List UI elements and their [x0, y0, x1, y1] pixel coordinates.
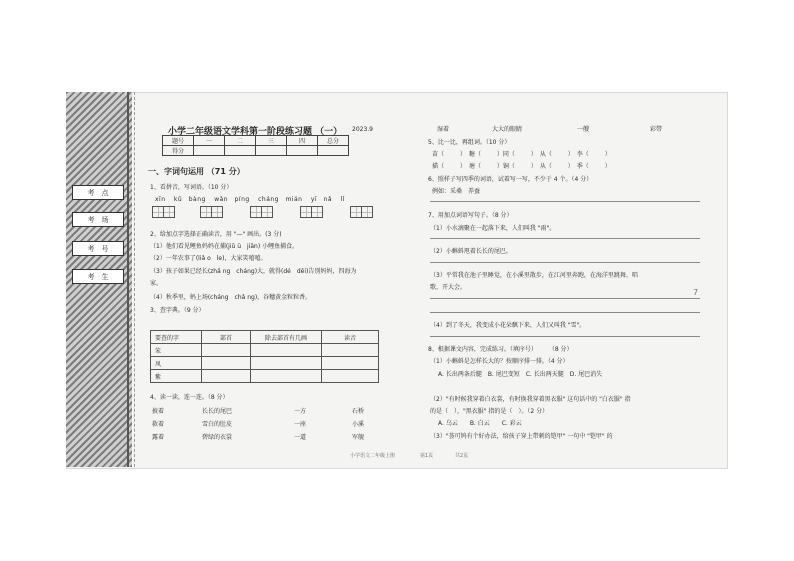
q8-item: （2）"有时候我穿着白衣裳，有时换我穿着黑衣服" 这句话中的 "白衣服" 指 — [430, 396, 631, 403]
q7-item: 歌、开大会。 — [430, 284, 467, 291]
q5-cell: ） 从（ — [530, 151, 552, 158]
score-cell: 二 — [225, 136, 256, 146]
dict-cell[interactable] — [202, 344, 251, 357]
match-word: 一道 — [294, 434, 307, 441]
q8-item: （3）"荟可鸠有个好办法，给孩子穿上带刺的铠甲" 一句中 "铠甲" 的 — [430, 433, 613, 440]
q5-row — [432, 149, 611, 158]
q2-item: 家。 — [150, 280, 163, 287]
dict-header: 除去部首有几画 — [251, 331, 322, 344]
score-cell: 题号 — [163, 136, 194, 146]
q5-row — [432, 161, 611, 170]
match-word: 长长的尾巴 — [202, 408, 233, 415]
q5-cell: ） 从（ — [530, 163, 552, 170]
q7-item: （2）小蝌蚪甩着长长的尾巴。 — [430, 248, 512, 255]
score-cell: 总分 — [318, 136, 349, 146]
exam-number-box — [72, 241, 124, 256]
match-word: 彩带 — [650, 126, 663, 133]
score-table — [162, 135, 349, 156]
match-word: 露着 — [152, 434, 165, 441]
score-cell[interactable] — [256, 146, 287, 156]
q5-cell: ） — [604, 163, 611, 170]
q5-cell: ） 季（ — [567, 163, 589, 170]
q7-item: （4）到了冬天，我变成小花朵飘下来，人们又叫我 "雪"。 — [430, 322, 586, 329]
score-cell: 四 — [287, 136, 318, 146]
writing-grid[interactable] — [200, 206, 222, 218]
match-word: 披着 — [152, 408, 165, 415]
q8-item: A. 乌云 B. 白云 C. 彩云 — [438, 420, 522, 427]
q7-item: （1）小水滴聚在一起落下来，人们叫我 "雨"。 — [430, 225, 556, 232]
section-heading: 一、字词句运用 （71 分） — [148, 167, 245, 176]
q5-cell: ） 李（ — [567, 151, 589, 158]
dict-cell[interactable] — [322, 370, 379, 383]
exam-site-box — [72, 185, 124, 200]
writing-grid[interactable] — [300, 206, 322, 218]
page-mark: 7 — [693, 288, 699, 297]
score-cell: 得分 — [163, 146, 194, 156]
answer-line[interactable] — [430, 336, 700, 337]
match-word: 一艘 — [577, 126, 590, 133]
dict-char: 笨 — [151, 344, 202, 357]
dictionary-table — [150, 330, 379, 383]
q5-cell: ） — [604, 151, 611, 158]
question-6: 6、照样子写四季的词语，试着写一写，不少于 4 个。（4 分） — [428, 176, 593, 183]
dict-char: 紫 — [151, 370, 202, 383]
match-word: 军舰 — [352, 434, 365, 441]
answer-line[interactable] — [430, 312, 700, 313]
score-cell: 三 — [256, 136, 287, 146]
dict-cell[interactable] — [251, 344, 322, 357]
footer-page: 第1页 — [420, 453, 434, 459]
dict-cell[interactable] — [202, 370, 251, 383]
question-2: 2、给加点字选择正确读音，用 "—" 画出。(3 分) — [150, 231, 282, 238]
q5-cell: 描（ — [432, 163, 445, 170]
dict-header: 读音 — [322, 331, 379, 344]
dict-char: 凤 — [151, 357, 202, 370]
cut-line — [134, 92, 135, 467]
dict-header: 要查的字 — [151, 331, 202, 344]
dict-cell[interactable] — [322, 357, 379, 370]
writing-grid[interactable] — [152, 206, 174, 218]
q2-item: （4）秋季里，蚂上场(cháng chǎ ng)，谷穗黄金粒粒香。 — [150, 294, 312, 301]
match-word: 救着 — [152, 421, 165, 428]
answer-line[interactable] — [430, 238, 700, 239]
footer-left: 小学语文二年级上册 — [350, 453, 396, 459]
dict-cell[interactable] — [322, 344, 379, 357]
student-name-label: 考 生 — [87, 272, 109, 281]
pinyin-row: xīn kǔ bàng wǎn píng cháng mián yī nǎ lǐ — [155, 196, 345, 203]
q2-item: （2）一年农事了(liǎ o le)，大家笑嘻嘻。 — [150, 255, 267, 262]
exam-room-box — [72, 212, 124, 227]
question-7: 7、用加点词语写句子。（8 分） — [428, 212, 513, 219]
q2-item: （1）他们看见鲤鱼妈妈在捕(jiǔ ü jiān) 小鲤鱼捕食。 — [150, 243, 299, 250]
match-word: 一方 — [294, 408, 307, 415]
exam-title: 小学二年级语文学科第一阶段练习题 （一） — [168, 127, 343, 137]
footer-total: 共2页 — [455, 453, 469, 459]
dict-header: 部首 — [202, 331, 251, 344]
student-name-box — [72, 269, 124, 284]
q5-cell: ）铜（ — [496, 163, 515, 170]
score-cell[interactable] — [225, 146, 256, 156]
match-word: 小溪 — [352, 421, 365, 428]
question-1: 1、看拼音，写词语。（10 分） — [150, 184, 233, 191]
exam-room-label: 考 场 — [87, 215, 109, 224]
match-word: 碧绿的衣裳 — [202, 434, 233, 441]
q8-item: （1）小蝌蚪是怎样长大的？按顺序排一排。（4 分） — [430, 358, 569, 365]
exam-date: 2023.9 — [352, 126, 373, 133]
score-cell: 一 — [194, 136, 225, 146]
match-word: 大大的眼睛 — [492, 126, 523, 133]
score-cell[interactable] — [318, 146, 349, 156]
writing-grid[interactable] — [250, 206, 272, 218]
question-4: 4、读一读，连一连。（8 分） — [150, 394, 229, 401]
exam-site-label: 考 点 — [87, 188, 109, 197]
dict-cell[interactable] — [251, 370, 322, 383]
q2-item: （3）孩子如果已经长(zhǎ ng cháng)大，就得(dé děi)告别妈妈，四海为 — [150, 268, 357, 275]
question-5: 5、比一比，再组词。（10 分） — [428, 139, 511, 146]
q5-cell: ） 塘（ — [459, 163, 481, 170]
q8-item: A. 长出两条后腿 B. 尾巴变短 C. 长出两天腿 D. 尾巴消失 — [438, 371, 603, 378]
score-cell[interactable] — [194, 146, 225, 156]
answer-line[interactable] — [430, 298, 700, 299]
q7-item: （3）平常我在池子里睡觉，在小溪里散步，在江河里奔跑，在海洋里跳舞、唱 — [430, 272, 638, 279]
match-word: 一座 — [294, 421, 307, 428]
match-word: 湿着 — [437, 126, 450, 133]
exam-number-label: 考 号 — [87, 244, 109, 253]
dict-cell[interactable] — [251, 357, 322, 370]
dict-cell[interactable] — [202, 357, 251, 370]
match-word: 石桥 — [352, 408, 365, 415]
question-3: 3、查字典。（9 分） — [150, 307, 205, 314]
binding-line — [127, 92, 129, 467]
q6-example: 例如：采桑 养蚕 — [432, 188, 481, 195]
answer-line[interactable] — [430, 201, 700, 202]
q5-cell: ） 糖（ — [459, 151, 481, 158]
q8-item: 的是（ ），"黑衣服" 指的是（ ）。（2 分） — [430, 408, 549, 415]
q5-cell: 苗（ — [432, 151, 445, 158]
score-cell[interactable] — [287, 146, 318, 156]
answer-line[interactable] — [430, 262, 700, 263]
match-word: 雪白的肚皮 — [202, 421, 233, 428]
q5-cell: ）同（ — [496, 151, 515, 158]
writing-grid[interactable] — [350, 206, 372, 218]
question-8: 8、根据课文内容，完成练习。（填序号） （8 分） — [428, 346, 573, 353]
